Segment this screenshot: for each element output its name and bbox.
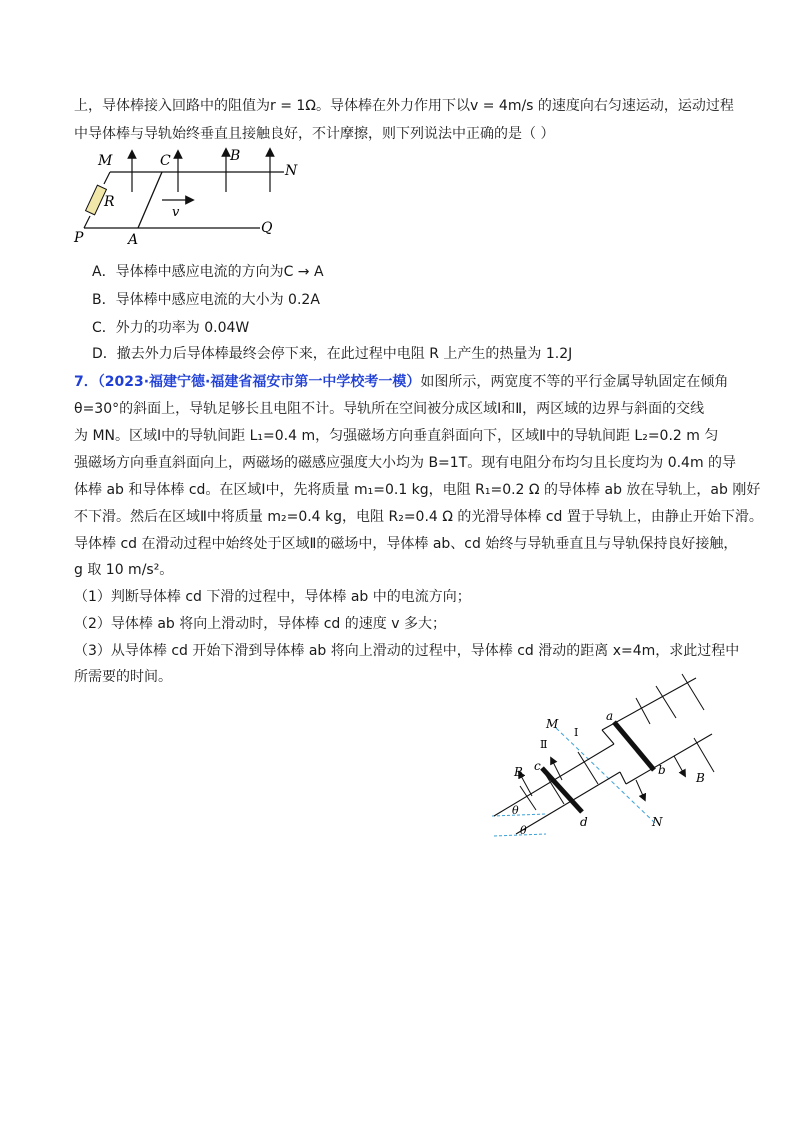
q7-line-8: g 取 10 m/s²。 — [74, 562, 174, 578]
q6-option-a: A．导体棒中感应电流的方向为C → A — [92, 264, 324, 280]
label-region-I: Ⅰ — [574, 726, 579, 739]
rod-ab — [614, 722, 654, 770]
b-arrow-down-right — [674, 756, 684, 774]
label-a: a — [606, 709, 614, 723]
q7-line-6: 不下滑。然后在区域Ⅱ中将质量 m₂=0.4 kg，电阻 R₂=0.4 Ω 的光滑导体棒 cd 置于导轨上，由静止开始下滑。 — [74, 509, 763, 525]
label-P: P — [74, 230, 84, 246]
label-region-II: Ⅱ — [540, 738, 548, 751]
b-arrow-down-mid — [636, 780, 644, 798]
label-b: b — [658, 763, 666, 777]
label-theta-1: θ — [512, 804, 519, 817]
label-M: M — [546, 717, 559, 731]
q7-source: （2023·福建宁德·福建省福安市第一中学校考一模） — [97, 374, 421, 390]
label-theta-2: θ — [520, 824, 527, 837]
rod-ca — [138, 172, 162, 228]
boundary-mn — [556, 728, 656, 824]
label-N: N — [652, 815, 663, 829]
label-Q: Q — [261, 220, 273, 236]
q7-subquestion-3-cont: 所需要的时间。 — [74, 669, 172, 685]
label-M: M — [98, 153, 113, 169]
label-B-right: B — [696, 771, 705, 785]
q7-number: 7． — [74, 374, 98, 390]
label-B: B — [230, 148, 241, 164]
q7-line-7: 导体棒 cd 在滑动过程中始终处于区域Ⅱ的磁场中，导体棒 ab、cd 始终与导轨垂直且与导轨保持良好接触， — [74, 536, 738, 552]
q6-option-d: D．撤去外力后导体棒最终会停下来，在此过程中电阻 R 上产生的热量为 1.2J — [92, 346, 573, 362]
label-R: R — [104, 194, 115, 210]
label-d: d — [580, 815, 588, 829]
q7-header — [74, 372, 728, 392]
q7-subquestion-1: （1）判断导体棒 cd 下滑的过程中，导体棒 ab 中的电流方向； — [74, 589, 471, 605]
label-N: N — [285, 163, 298, 179]
q6-intro-line-1: 上，导体棒接入回路中的阻值为r = 1Ω。导体棒在外力作用下以v = 4m/s 的速度向右匀速运动，运动过程 — [74, 98, 734, 114]
label-B-left: B — [514, 765, 523, 779]
q7-subquestion-3: （3）从导体棒 cd 开始下滑到导体棒 ab 将向上滑动的过程中，导体棒 cd 滑动的距离 x=4m，求此过程中 — [74, 643, 740, 659]
q7-line-5: 体棒 ab 和导体棒 cd。在区域Ⅰ中，先将质量 m₁=0.1 kg，电阻 R₁=0.2 Ω 的导体棒 ab 放在导轨上，ab 刚好 — [74, 482, 761, 498]
label-A: A — [128, 232, 139, 248]
q6-circuit-diagram — [66, 140, 298, 248]
q7-subquestion-2: （2）导体棒 ab 将向上滑动时，导体棒 cd 的速度 v 多大； — [74, 616, 446, 632]
q7-line-2: θ=30°的斜面上，导轨足够长且电阻不计。导轨所在空间被分成区域Ⅰ和Ⅱ，两区域的边界与斜面的交线 — [74, 401, 705, 417]
q6-intro-line-2: 中导体棒与导轨始终垂直且接触良好，不计摩擦，则下列说法中正确的是（ ） — [74, 126, 555, 142]
q7-line-3: 为 MN。区域Ⅰ中的导轨间距 L₁=0.4 m，匀强磁场方向垂直斜面向下，区域Ⅱ中的导轨间距 L₂=0.2 m 匀 — [74, 428, 719, 444]
label-c: c — [534, 759, 541, 773]
q7-line-4: 强磁场方向垂直斜面向上，两磁场的磁感应强度大小均为 B=1T。现有电阻分布均匀且长度均为 0.4m 的导 — [74, 455, 737, 471]
label-C: C — [160, 153, 171, 169]
label-v: v — [172, 205, 180, 220]
q7-incline-diagram — [486, 676, 716, 842]
q6-option-b: B．导体棒中感应电流的大小为 0.2A — [92, 292, 320, 308]
q6-option-c: C．外力的功率为 0.04W — [92, 320, 250, 336]
q7-line-1: 如图所示，两宽度不等的平行金属导轨固定在倾角 — [420, 374, 729, 390]
